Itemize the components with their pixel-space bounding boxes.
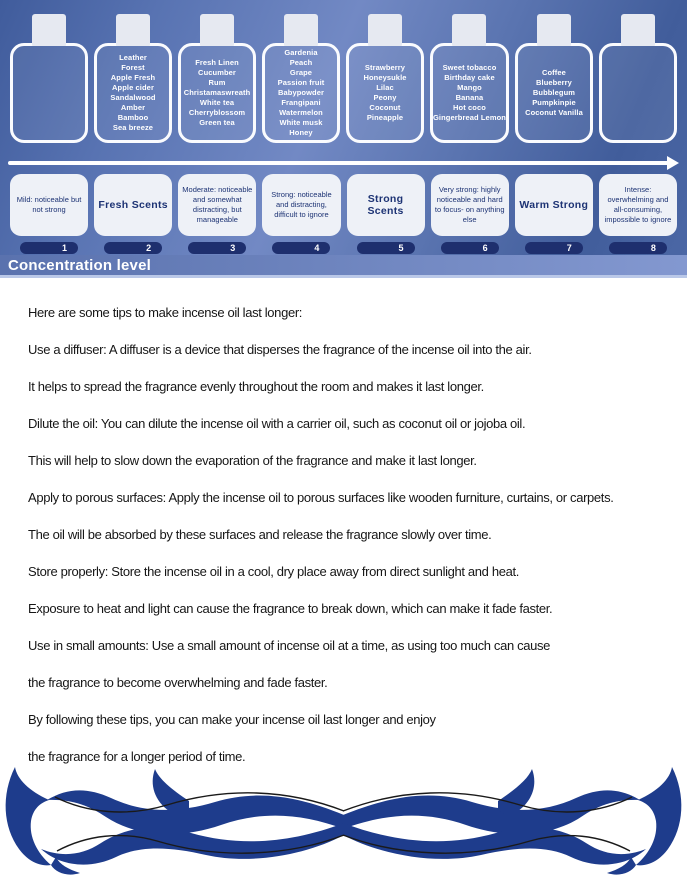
bottle-cap: [621, 14, 655, 46]
scent-list: [363, 63, 406, 123]
scent-name: Babypowder: [277, 88, 324, 97]
flourish-divider: [0, 763, 687, 875]
tribal-flourish-icon: [0, 763, 687, 875]
axis-strip: [0, 255, 687, 278]
bottle-body: [430, 43, 509, 143]
scent-name: Apple cider: [112, 83, 154, 92]
pill-cell: [515, 242, 593, 254]
level-description: Moderate: noticeable and somewhat distracting, but manageable: [182, 185, 253, 224]
concentration-level-label: Concentration level: [8, 256, 151, 274]
bottle: [346, 14, 424, 143]
scent-name: Bubblegum: [532, 88, 576, 97]
scent-list: [525, 68, 583, 118]
scent-name: Banana: [455, 93, 484, 102]
scent-name: Watermelon: [279, 108, 323, 117]
scent-name: White tea: [199, 98, 235, 107]
level-description: Warm Strong: [519, 199, 589, 211]
scent-name: Forest: [121, 63, 145, 72]
level-number: 6: [482, 243, 488, 253]
level-number: 5: [398, 243, 404, 253]
bottle: [430, 14, 509, 143]
scent-name: Coconut Vanilla: [525, 108, 583, 117]
tip-line: Dilute the oil: You can dilute the incense oil with a carrier oil, such as coconut oil or jojoba oil.: [28, 416, 526, 431]
scent-list: [278, 48, 325, 138]
scent-concentration-chart: [0, 0, 687, 278]
arrow-line: [8, 161, 671, 165]
level-number: 1: [62, 243, 68, 253]
scent-name: Rum: [208, 78, 226, 87]
level-description: Strong: noticeable and distracting, difficult to ignore: [271, 190, 332, 219]
scent-name: Honeysukle: [363, 73, 407, 82]
bottle-cap: [116, 14, 150, 46]
bottle-cap: [200, 14, 234, 46]
tip-line: This will help to slow down the evaporation of the fragrance and make it last longer.: [28, 453, 477, 468]
bottle-cap: [368, 14, 402, 46]
bottle-body: [178, 43, 256, 143]
arrow-head: [667, 156, 679, 170]
scent-name: Sea breeze: [112, 123, 154, 132]
level-number: 3: [230, 243, 236, 253]
tip-line: Exposure to heat and light can cause the fragrance to break down, which can make it fade faster.: [28, 601, 553, 616]
levels-row: [10, 174, 677, 236]
scent-name: Sweet tobacco: [442, 63, 497, 72]
tip-line: Store properly: Store the incense oil in a cool, dry place away from direct sunlight and heat.: [28, 564, 519, 579]
scent-name: Peony: [373, 93, 397, 102]
tip-line: Use a diffuser: A diffuser is a device that disperses the fragrance of the incense oil into the air.: [28, 342, 532, 357]
bottle: [262, 14, 340, 143]
level-number: 8: [650, 243, 656, 253]
bottle-cap: [32, 14, 66, 46]
level-box: [347, 174, 425, 236]
tip-line: Apply to porous surfaces: Apply the incense oil to porous surfaces like wooden furniture, curtains, or carpets.: [28, 490, 614, 505]
level-box: [178, 174, 256, 236]
scent-name: Grape: [289, 68, 313, 77]
scent-name: Peach: [289, 58, 313, 67]
scent-name: Hot coco: [453, 103, 486, 112]
bottle: [10, 14, 88, 143]
bottle-cap: [284, 14, 318, 46]
tip-line: Use in small amounts: Use a small amount of incense oil at a time, as using too much can cause: [28, 638, 551, 653]
level-number-pill: [104, 242, 162, 254]
level-number-pill: [525, 242, 583, 254]
scent-name: Strawberry: [364, 63, 406, 72]
tip-line: The oil will be absorbed by these surfaces and release the fragrance slowly over time.: [28, 527, 492, 542]
tip-line: the fragrance for a longer period of time.: [28, 749, 246, 764]
level-box: [515, 174, 593, 236]
bottle-body: [262, 43, 340, 143]
bottle-cap: [452, 14, 486, 46]
bottles-row: [10, 14, 677, 143]
level-number: 7: [566, 243, 572, 253]
scent-name: Coconut: [369, 103, 401, 112]
level-number-pill: [357, 242, 415, 254]
tip-line: By following these tips, you can make your incense oil last longer and enjoy: [28, 712, 436, 727]
scent-list: [433, 63, 506, 123]
scent-name: Gardenia: [284, 48, 318, 57]
pills-row: [10, 242, 677, 254]
scent-name: Honey: [289, 128, 313, 137]
scent-name: Birthday cake: [444, 73, 495, 82]
level-box: [599, 174, 677, 236]
tip-line: Here are some tips to make incense oil last longer:: [28, 305, 303, 320]
bottle: [178, 14, 256, 143]
scent-name: Coffee: [541, 68, 566, 77]
level-box: [94, 174, 172, 236]
bottle: [599, 14, 677, 143]
scent-name: Gingerbread Lemon: [433, 113, 506, 122]
level-number: 2: [146, 243, 152, 253]
scent-name: Sandalwood: [110, 93, 156, 102]
level-number-pill: [609, 242, 667, 254]
level-description: Very strong: highly noticeable and hard to focus- on anything else: [434, 185, 505, 224]
level-number-pill: [441, 242, 499, 254]
pill-cell: [178, 242, 256, 254]
level-box: [262, 174, 340, 236]
pill-cell: [599, 242, 677, 254]
bottle-body: [599, 43, 677, 143]
concentration-arrow-icon: [8, 156, 679, 170]
scent-name: Pumpkinpie: [532, 98, 576, 107]
level-description: Intense: overwhelming and all-consuming, impossible to ignore: [604, 185, 672, 224]
level-box: [10, 174, 88, 236]
level-number: 4: [314, 243, 320, 253]
level-description: Strong Scents: [367, 193, 404, 217]
bottle-cap: [537, 14, 571, 46]
bottle: [94, 14, 172, 143]
level-number-pill: [188, 242, 246, 254]
bottle-body: [10, 43, 88, 143]
level-description: Fresh Scents: [98, 199, 168, 211]
pill-cell: [347, 242, 425, 254]
bottle: [515, 14, 593, 143]
bottle-body: [515, 43, 593, 143]
tip-line: It helps to spread the fragrance evenly throughout the room and makes it last longer.: [28, 379, 484, 394]
scent-name: Leather: [119, 53, 147, 62]
scent-name: Frangipani: [281, 98, 321, 107]
level-number-pill: [272, 242, 330, 254]
scent-name: Passion fruit: [277, 78, 325, 87]
scent-name: Bamboo: [117, 113, 149, 122]
scent-name: Blueberry: [536, 78, 572, 87]
pill-cell: [10, 242, 88, 254]
scent-name: Fresh Linen: [195, 58, 239, 67]
scent-name: Cherryblossom: [188, 108, 246, 117]
level-description: Mild: noticeable but not strong: [16, 195, 82, 214]
scent-name: Lilac: [376, 83, 394, 92]
tip-line: the fragrance to become overwhelming and fade faster.: [28, 675, 328, 690]
pill-cell: [431, 242, 509, 254]
level-number-pill: [20, 242, 78, 254]
scent-list: [184, 58, 251, 128]
tips-section: [0, 278, 687, 765]
scent-name: Pineapple: [366, 113, 404, 122]
scent-name: Cucumber: [198, 68, 236, 77]
scent-name: Amber: [120, 103, 146, 112]
scent-name: Green tea: [199, 118, 235, 127]
scent-list: [110, 53, 155, 133]
scent-name: Apple Fresh: [110, 73, 156, 82]
scent-name: Mango: [457, 83, 482, 92]
bottle-body: [94, 43, 172, 143]
bottle-body: [346, 43, 424, 143]
scent-name: Christamaswreath: [183, 88, 251, 97]
pill-cell: [94, 242, 172, 254]
level-box: [431, 174, 509, 236]
scent-name: White musk: [279, 118, 323, 127]
pill-cell: [262, 242, 340, 254]
